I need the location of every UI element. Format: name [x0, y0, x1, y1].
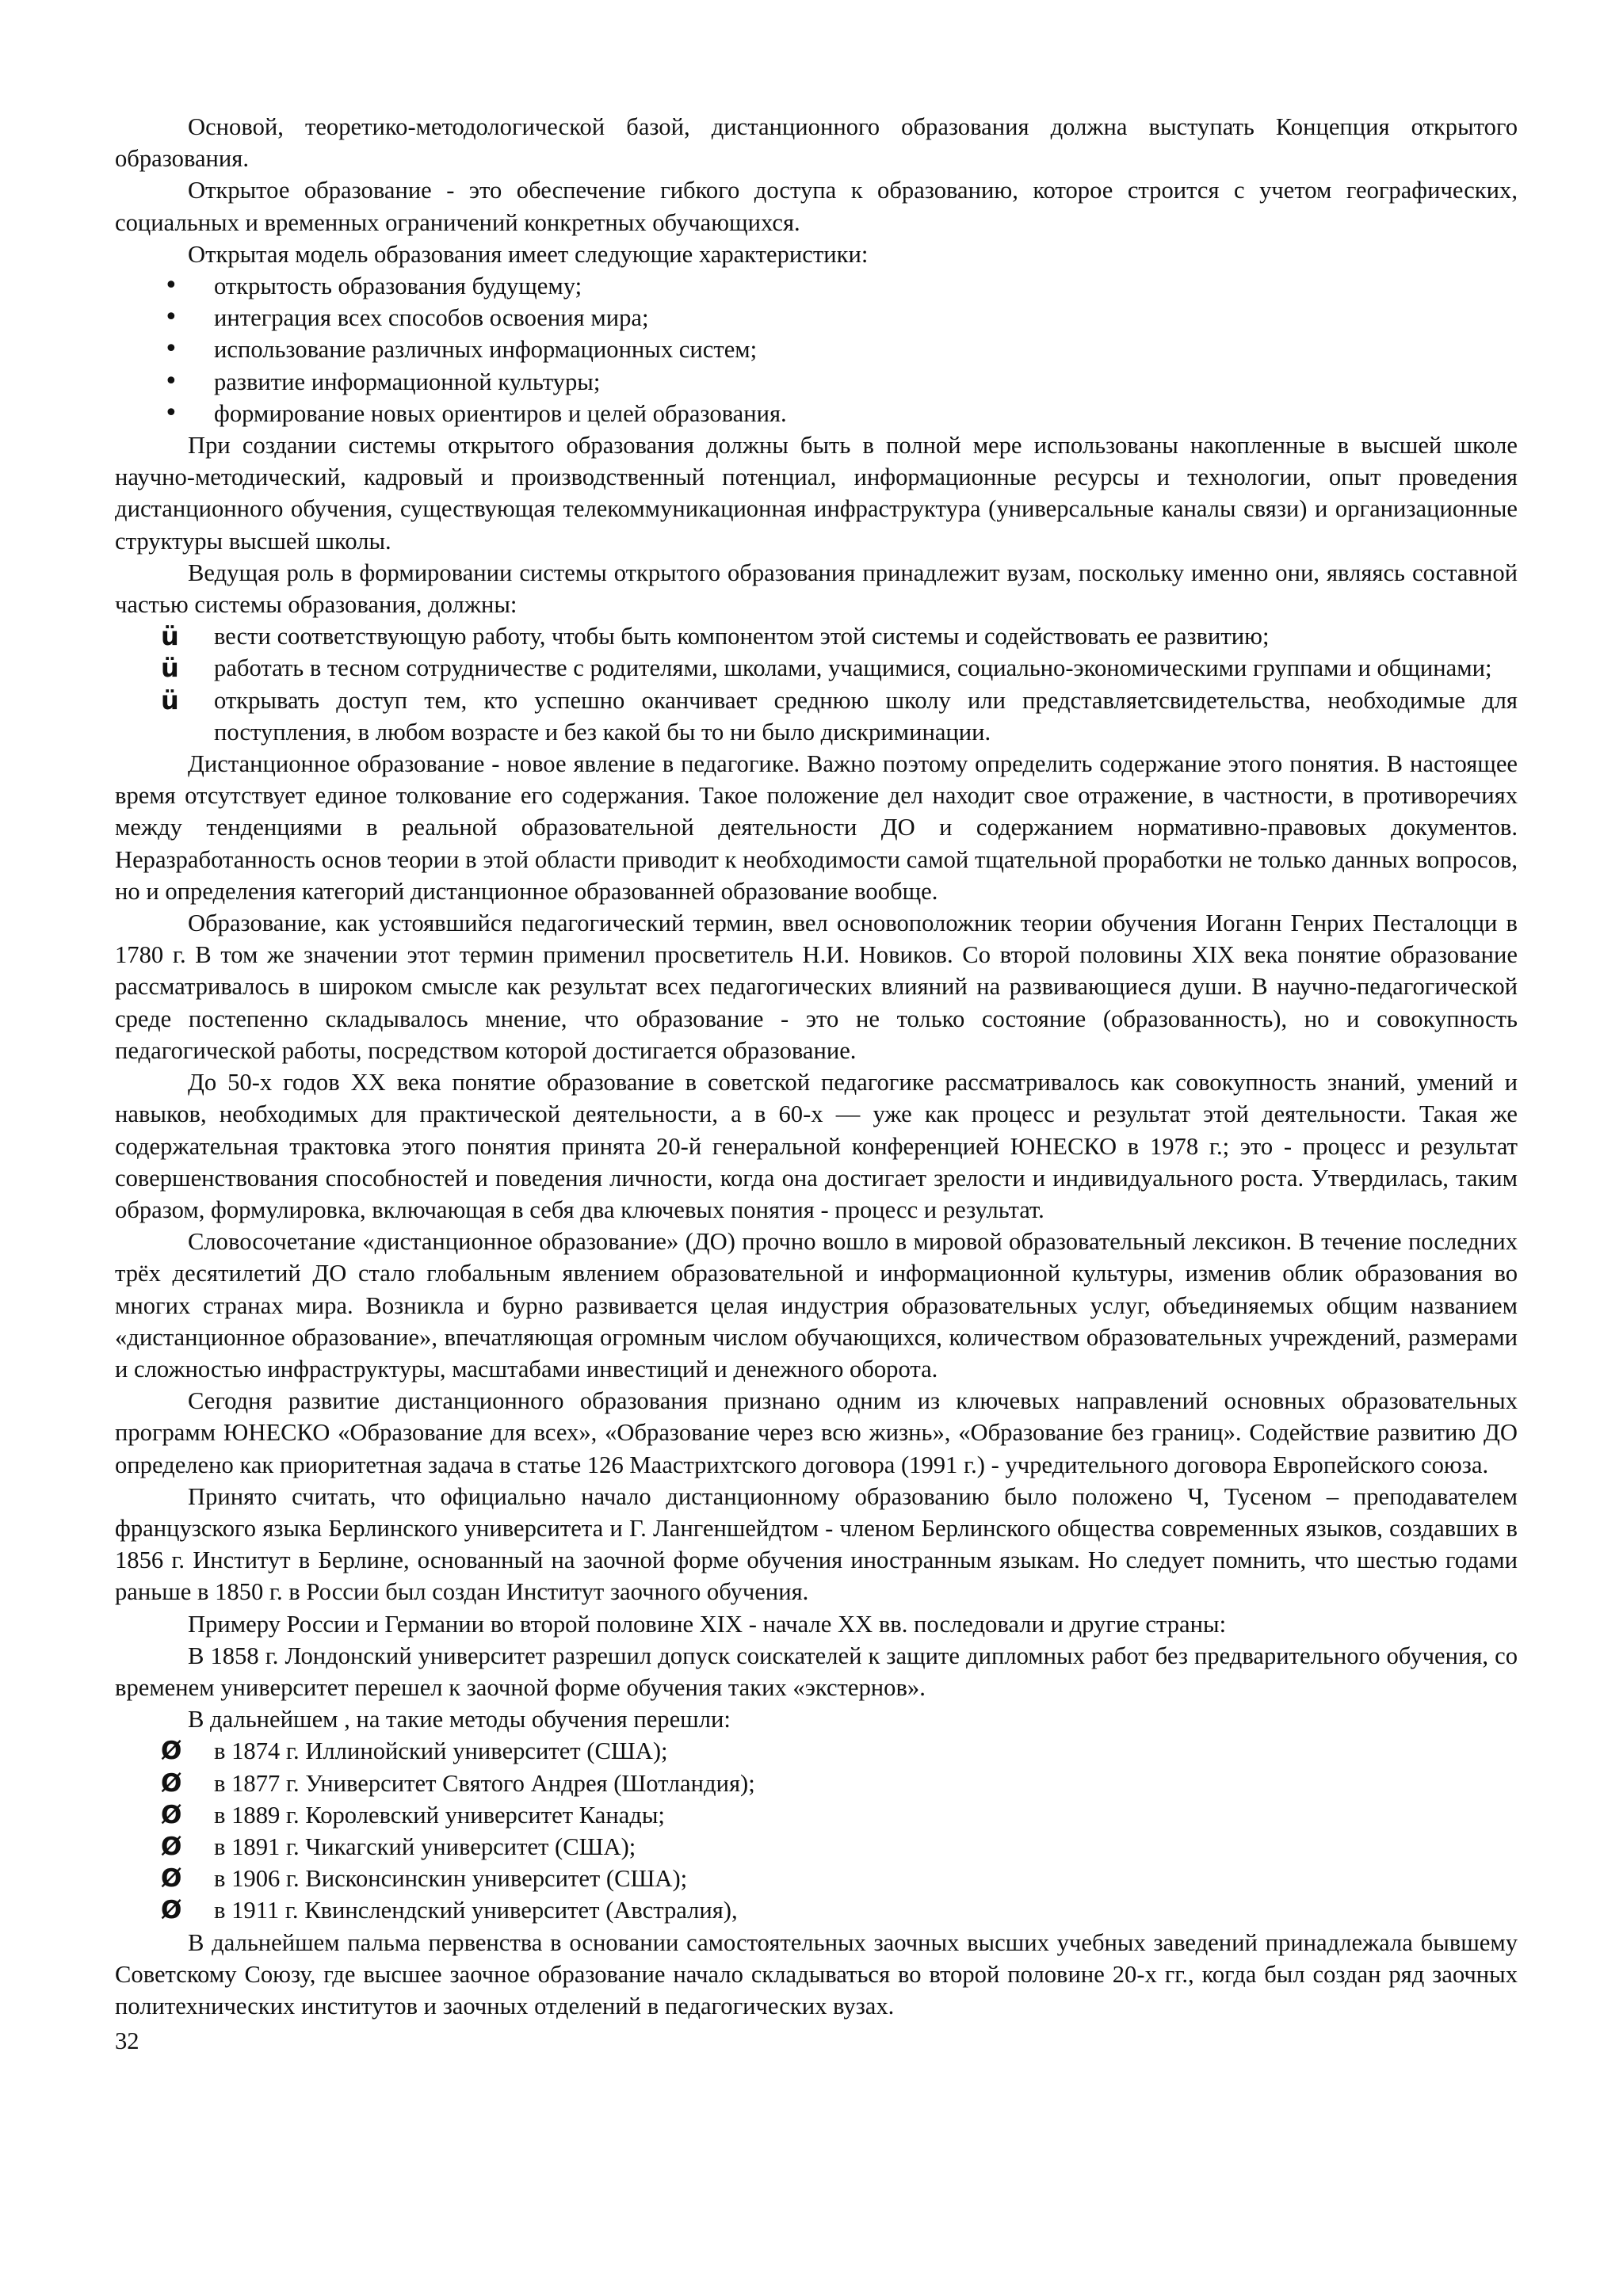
- list-item-text: в 1889 г. Королевский университет Канады;: [214, 1801, 665, 1829]
- list-item-text: открывать доступ тем, кто успешно оканчивает среднюю школу или представляетсвидетельства, необходимые для поступления, в любом возрасте и без какой бы то ни было дискриминации.: [214, 686, 1518, 746]
- arrow-list: [115, 1735, 1518, 1926]
- paragraph: Открытая модель образования имеет следующие характеристики:: [188, 240, 869, 268]
- bullet-list: [115, 270, 1518, 429]
- list-item-text: в 1891 г. Чикагский университет (США);: [214, 1833, 636, 1860]
- list-item: [115, 366, 1518, 398]
- list-item-text: работать в тесном сотрудничестве с родителями, школами, учащимися, социально-экономическими группами и общинами;: [214, 654, 1492, 682]
- list-item: [115, 270, 1518, 302]
- paragraph: В 1858 г. Лондонский университет разрешил допуск соискателей к защите дипломных работ без предварительного обучения, со временем университет перешел к заочной форме обучения таких «экстернов».: [115, 1642, 1518, 1701]
- list-item: [115, 1894, 1518, 1926]
- bullet-icon: •: [164, 303, 178, 332]
- bullet-icon: •: [164, 272, 178, 300]
- list-item-text: использование различных информационных систем;: [214, 336, 758, 364]
- paragraph: Принято считать, что официально начало дистанционному образованию было положено Ч, Тусеном – преподавателем французского языка Берлинского университета и Г. Лангеншейдтом - членом Берлинского общества современных языков, создавших в 1856 г. Институт в Берлине, основанный на заочной форме обучения иностранным языкам. Но следует помнить, что шестью годами раньше в 1850 г. в России был создан Институт заочного обучения.: [115, 1482, 1518, 1606]
- document-page: [115, 111, 1518, 2057]
- list-item-text: развитие информационной культуры;: [214, 368, 601, 395]
- list-item: [115, 398, 1518, 429]
- bullet-icon: •: [164, 367, 178, 395]
- paragraph: В дальнейшем , на такие методы обучения перешли:: [188, 1706, 731, 1733]
- list-item-text: в 1906 г. Висконсинскин университет (США);: [214, 1865, 688, 1893]
- list-item-text: в 1877 г. Университет Святого Андрея (Шотландия);: [214, 1769, 755, 1797]
- paragraph: Дистанционное образование - новое явление в педагогике. Важно поэтому определить содержание этого понятия. В настоящее время отсутствует единое толкование его содержания. Такое положение дел находит свое отражение, в частности, в противоречиях между тенденциями в реальной образовательной деятельности ДО и содержанием нормативно-правовых документов. Неразработанность основ теории в этой области приводит к необходимости самой тщательной проработки не только данных вопросов, но и определения категорий дистанционное образованней образование вообще.: [115, 750, 1518, 905]
- list-item-text: вести соответствующую работу, чтобы быть компонентом этой системы и содействовать ее развитию;: [214, 623, 1270, 650]
- list-item: [115, 1768, 1518, 1799]
- paragraph: Сегодня развитие дистанционного образования признано одним из ключевых направлений основных образовательных программ ЮНЕСКО «Образование для всех», «Образование через всю жизнь», «Образование без границ». Содействие развитию ДО определено как приоритетная задача в статье 126 Маастрихтского договора (1991 г.) - учредительного договора Европейского союза.: [115, 1387, 1518, 1478]
- checkmark-icon: ü: [161, 653, 179, 684]
- list-item: [115, 1735, 1518, 1767]
- check-list: [115, 620, 1518, 748]
- paragraph: Основой, теоретико-методологической базой, дистанционного образования должна выступать Концепция открытого образования.: [115, 113, 1518, 173]
- page-number: 32: [115, 2027, 139, 2055]
- paragraph: До 50-х годов XX века понятие образование в советской педагогике рассматривалось как совокупность знаний, умений и навыков, необходимых для практической деятельности, а в 60-х — уже как процесс и результат этой деятельности. Такая же содержательная трактовка этого понятия принята 20-й генеральной конференцией ЮНЕСКО в 1978 г.; это - процесс и результат совершенствования способностей и поведения личности, когда она достигает зрелости и индивидуального роста. Утвердилась, таким образом, формулировка, включающая в себя два ключевых понятия - процесс и результат.: [115, 1069, 1518, 1223]
- slashed-o-icon: Ø: [161, 1832, 182, 1861]
- list-item: [115, 652, 1518, 684]
- paragraph: Открытое образование - это обеспечение гибкого доступа к образованию, которое строится с учетом географических, социальных и временных ограничений конкретных обучающихся.: [115, 177, 1518, 236]
- list-item: [115, 1799, 1518, 1831]
- paragraph: В дальнейшем пальма первенства в основании самостоятельных заочных высших учебных заведений принадлежала бывшему Советскому Союзу, где высшее заочное образование начало складываться во второй половине 20-х гг., когда был создан ряд заочных политехнических институтов и заочных отделений в педагогических вузах.: [115, 1928, 1518, 2019]
- list-item: [115, 685, 1518, 748]
- checkmark-icon: ü: [161, 621, 179, 652]
- paragraph: Словосочетание «дистанционное образование» (ДО) прочно вошло в мировой образовательный лексикон. В течение последних трёх десятилетий ДО стало глобальным явлением образовательной и информационной культуры, изменив облик образования во многих странах мира. Возникла и бурно развивается целая индустрия образовательных услуг, объединяемых общим названием «дистанционное образование», впечатляющая огромным числом обучающихся, количеством образовательных учреждений, размерами и сложностью инфраструктуры, масштабами инвестиций и денежного оборота.: [115, 1228, 1518, 1383]
- list-item-text: открытость образования будущему;: [214, 273, 582, 300]
- list-item: [115, 1831, 1518, 1863]
- slashed-o-icon: Ø: [161, 1864, 182, 1894]
- checkmark-icon: ü: [161, 685, 179, 715]
- list-item-text: в 1874 г. Иллинойский университет (США);: [214, 1737, 668, 1765]
- list-item: [115, 1863, 1518, 1894]
- bullet-icon: •: [164, 335, 178, 364]
- paragraph: Образование, как устоявшийся педагогический термин, ввел основоположник теории обучения Иоганн Генрих Песталоцци в 1780 г. В том же значении этот термин применил просветитель Н.И. Новиков. Со второй половины XIX века понятие образование рассматривалось в широком смысле как результат всех педагогических влияний на развивающиеся души. В научно-педагогической среде постепенно складывалось мнение, что образование - это не только состояние (образованность), но и совокупность педагогической работы, посредством которой достигается образование.: [115, 910, 1518, 1064]
- list-item-text: формирование новых ориентиров и целей образования.: [214, 399, 787, 427]
- list-item: [115, 620, 1518, 652]
- list-item-text: интеграция всех способов освоения мира;: [214, 304, 649, 332]
- list-item-text: в 1911 г. Квинслендский университет (Австралия),: [214, 1897, 738, 1924]
- list-item: [115, 334, 1518, 365]
- paragraph: При создании системы открытого образования должны быть в полной мере использованы накопленные в высшей школе научно-методический, кадровый и производственный потенциал, информационные ресурсы и технологии, опыт проведения дистанционного обучения, существующая телекоммуникационная инфраструктура (универсальные каналы связи) и организационные структуры высшей школы.: [115, 432, 1518, 555]
- bullet-icon: •: [164, 399, 178, 427]
- slashed-o-icon: Ø: [161, 1800, 182, 1829]
- paragraph: Примеру России и Германии во второй половине XIX - начале XX вв. последовали и другие страны:: [188, 1610, 1227, 1638]
- paragraph: Ведущая роль в формировании системы открытого образования принадлежит вузам, поскольку именно они, являясь составной частью системы образования, должны:: [115, 559, 1518, 619]
- slashed-o-icon: Ø: [161, 1768, 182, 1798]
- slashed-o-icon: Ø: [161, 1896, 182, 1925]
- list-item: [115, 302, 1518, 334]
- slashed-o-icon: Ø: [161, 1737, 182, 1766]
